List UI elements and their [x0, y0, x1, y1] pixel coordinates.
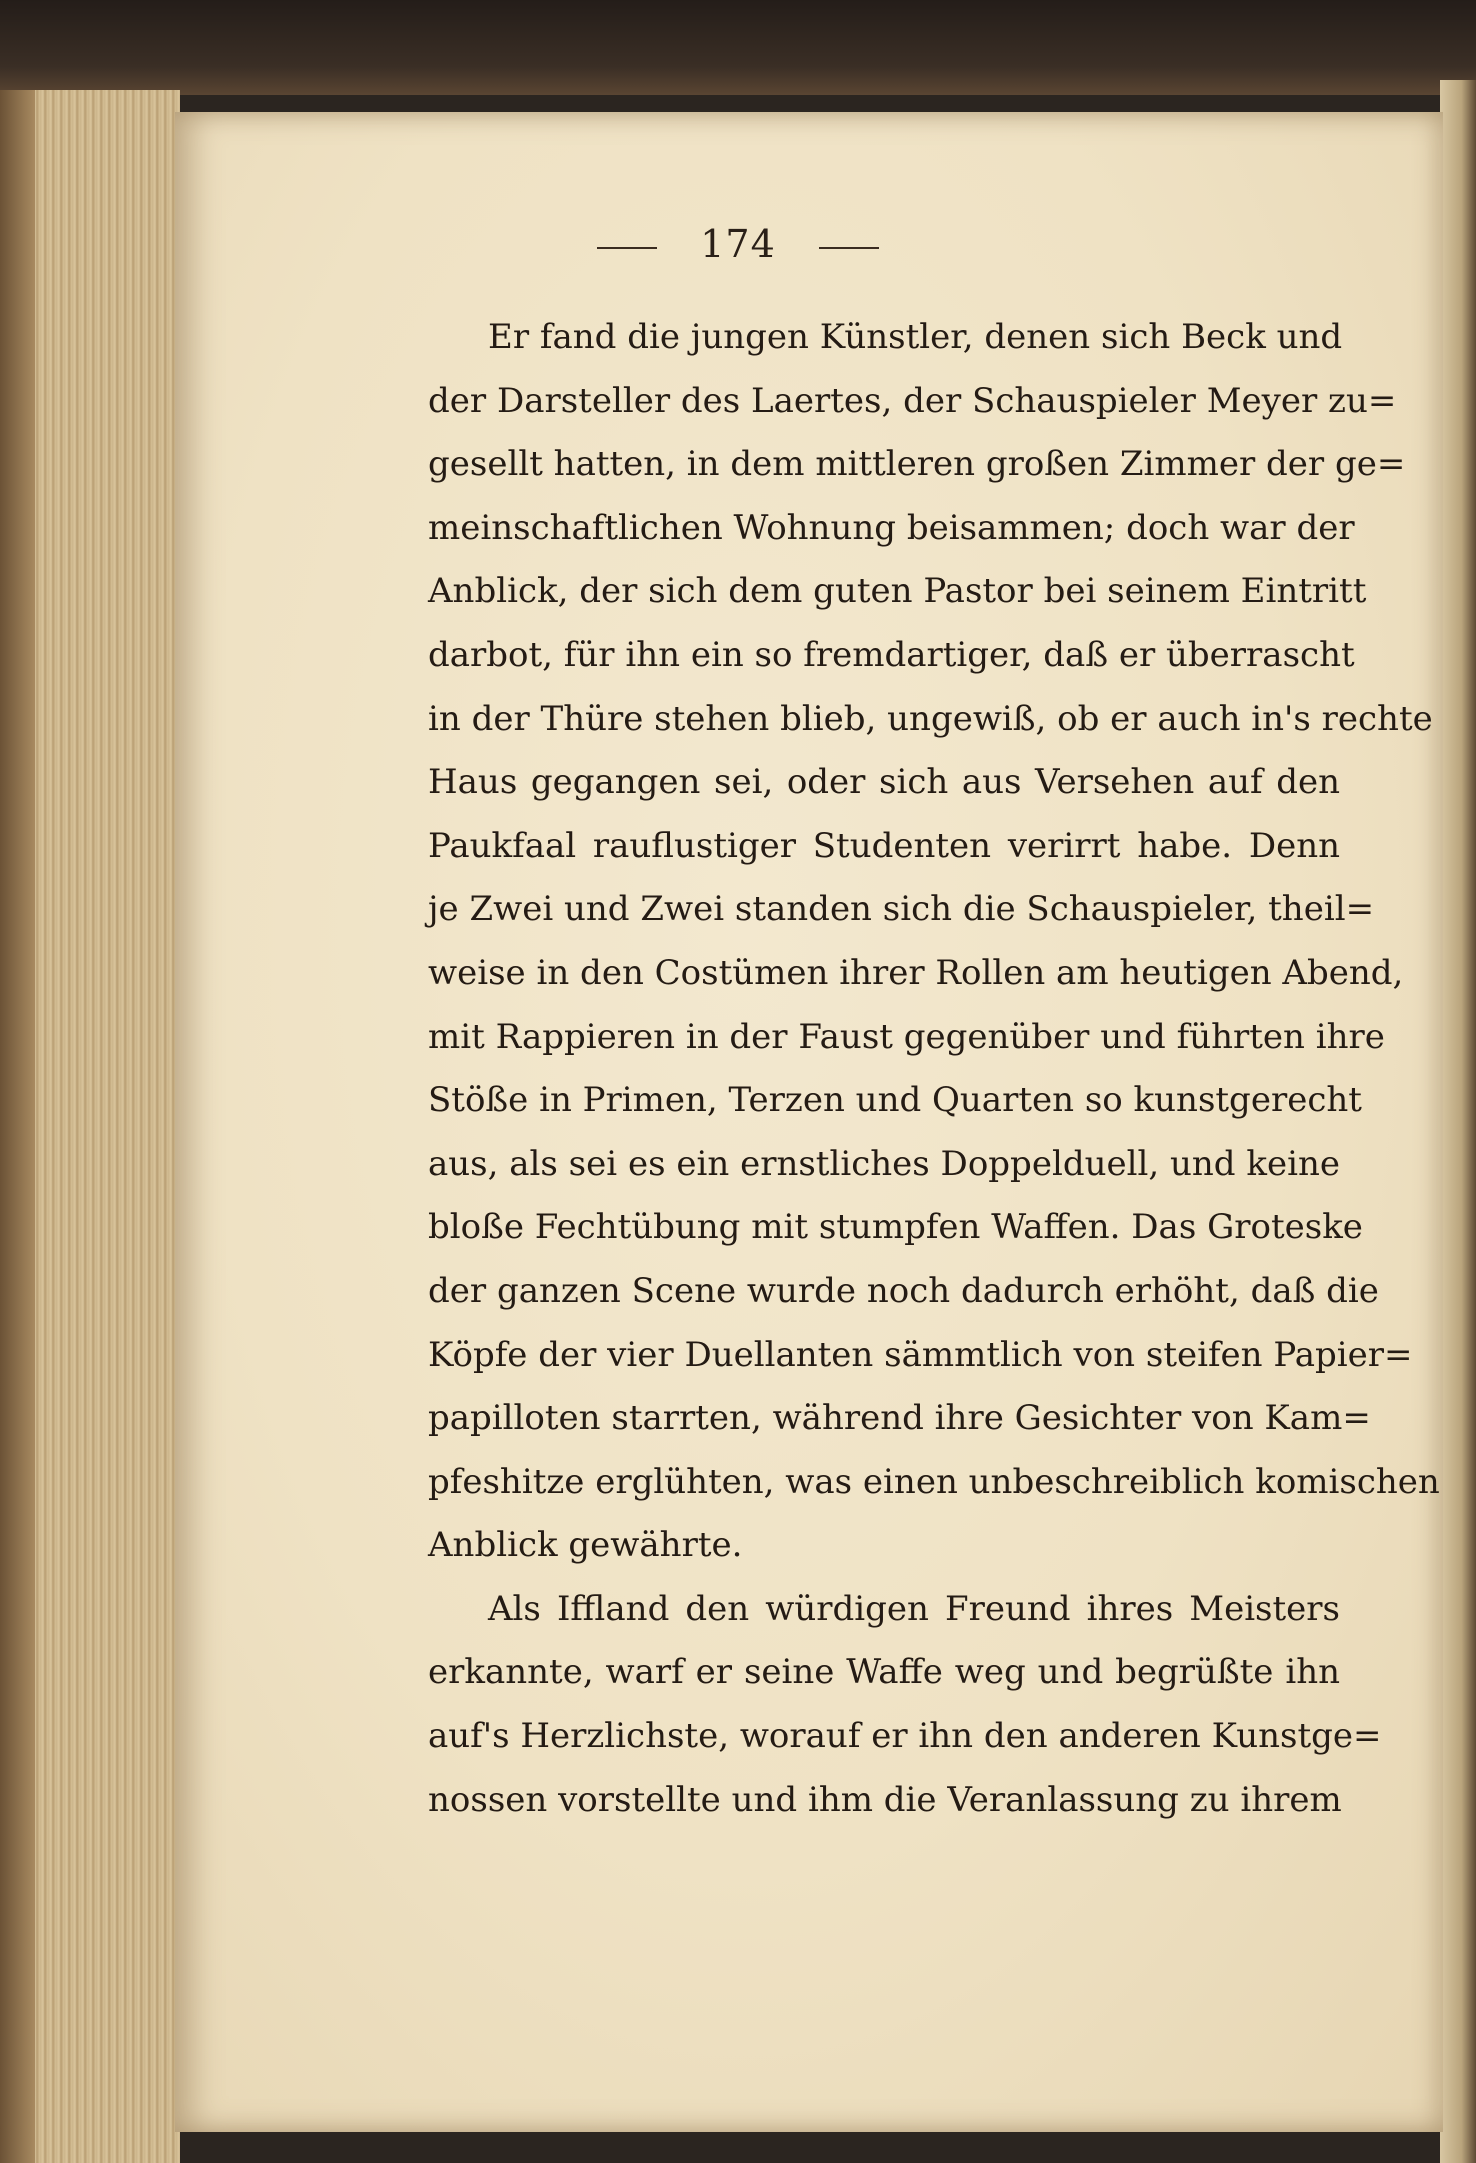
text-line: der ganzen Scene wurde noch dadurch erhöht, daß die [428, 1270, 1379, 1311]
text-line: gesellt hatten, in dem mittleren großen Zimmer der ge= [428, 444, 1406, 485]
text-line: Anblick, der sich dem guten Pastor bei seinem Eintritt [428, 571, 1367, 612]
header-dash-right [819, 247, 879, 249]
text-line: weise in den Costümen ihrer Rollen am heutigen Abend, [428, 952, 1404, 993]
text-line: der Darsteller des Laertes, der Schauspieler Meyer zu= [428, 380, 1397, 421]
text-line: auf's Herzlichste, worauf er ihn den anderen Kunstge= [428, 1716, 1382, 1757]
text-line: in der Thüre stehen blieb, ungewiß, ob er auch in's rechte [428, 698, 1433, 739]
text-line: bloße Fechtübung mit stumpfen Waffen. Das Groteske [428, 1207, 1363, 1248]
text-line: meinschaftlichen Wohnung beisammen; doch war der [428, 507, 1355, 548]
page-number: 174 [700, 222, 776, 266]
text-line: Anblick gewährte. [428, 1525, 743, 1566]
text-line: Köpfe der vier Duellanten sämmtlich von steifen Papier= [428, 1334, 1413, 1375]
text-line: nossen vorstellte und ihm die Veranlassung zu ihrem [428, 1779, 1342, 1820]
right-page-edge [1440, 80, 1476, 2163]
text-line: Er fand die jungen Künstler, denen sich Beck und [488, 317, 1343, 357]
text-line: pfeshitze erglühten, was einen unbeschreiblich komischen [428, 1461, 1440, 1502]
book-spine-edge [0, 90, 35, 2163]
text-line: darbot, für ihn ein so fremdartiger, daß er überrascht [428, 634, 1355, 675]
page-header [0, 222, 1476, 266]
text-line: papilloten starrten, während ihre Gesichter von Kam= [428, 1398, 1371, 1439]
top-shadow [0, 0, 1476, 95]
text-line: erkannte, warf er seine Waffe weg und begrüßte ihn [428, 1652, 1340, 1693]
page-text [428, 306, 1440, 1832]
text-line: je Zwei und Zwei standen sich die Schauspieler, theil= [428, 889, 1375, 930]
header-dash-left [597, 247, 657, 249]
text-line: Als Iffland den würdigen Freund ihres Meisters [488, 1588, 1340, 1629]
text-line: mit Rappieren in der Faust gegenüber und führten ihre [428, 1016, 1385, 1057]
text-line: Stöße in Primen, Terzen und Quarten so kunstgerecht [428, 1080, 1362, 1121]
text-line: Paukfaal rauflustiger Studenten verirrt habe. Denn [428, 825, 1340, 866]
text-line: Haus gegangen sei, oder sich aus Versehen auf den [428, 762, 1340, 803]
text-line: aus, als sei es ein ernstliches Doppelduell, und keine [428, 1143, 1340, 1184]
